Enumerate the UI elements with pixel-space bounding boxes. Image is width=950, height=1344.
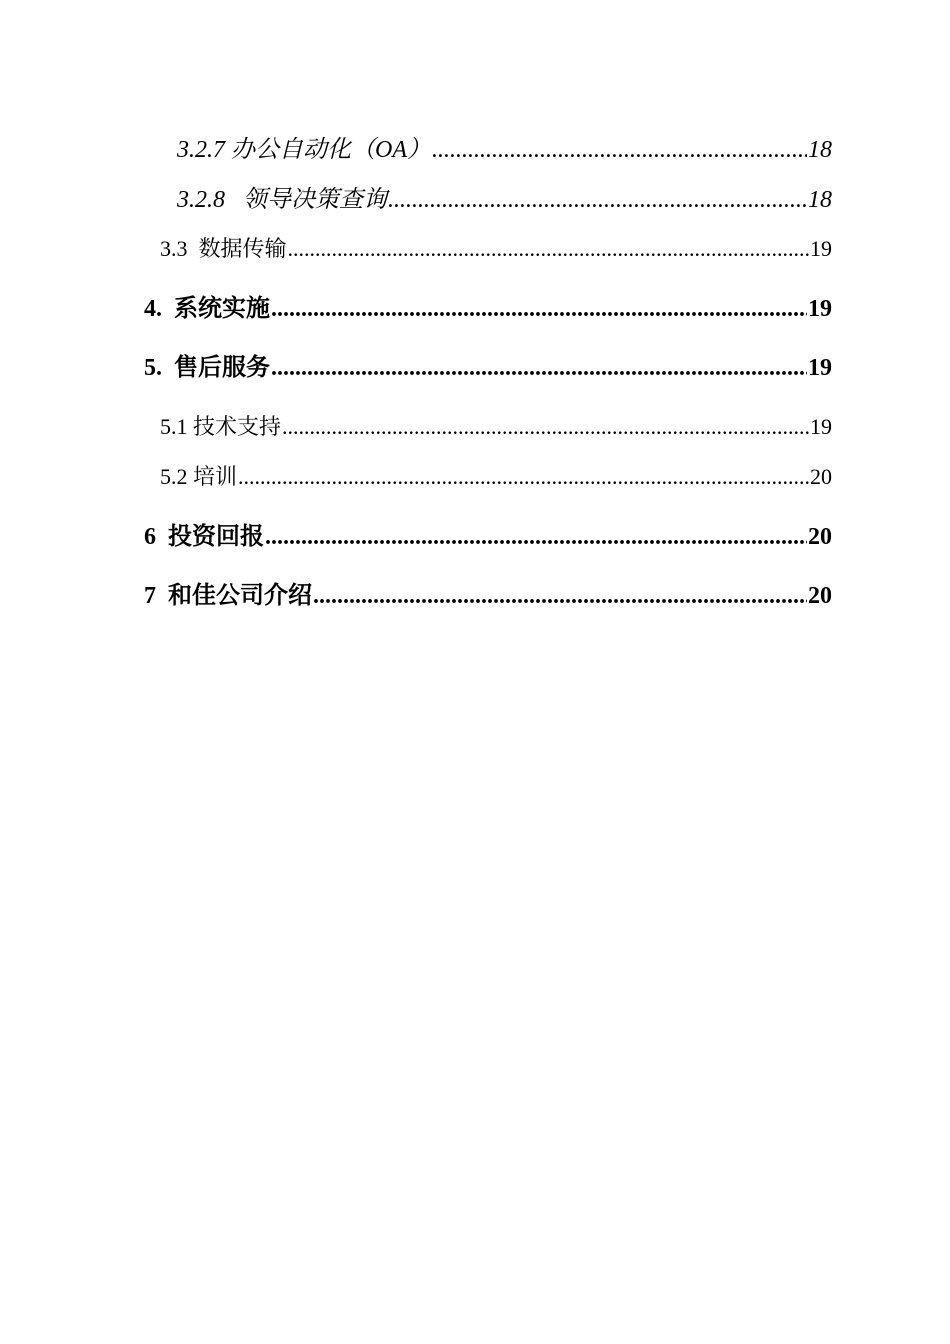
toc-dot-leader — [271, 297, 807, 321]
toc-dot-leader — [432, 138, 807, 162]
toc-dot-leader — [238, 466, 809, 488]
toc-entry-7[interactable] — [144, 584, 832, 608]
toc-entry-label: 3.2.8 领导决策查询 — [177, 187, 387, 213]
toc-entry-label: 3.3 数据传输 — [160, 236, 287, 261]
toc-dot-leader — [388, 188, 807, 212]
toc-entry-label: 5. 售后服务 — [144, 355, 270, 381]
toc-entry-5-1[interactable] — [160, 416, 832, 438]
toc-entry-4[interactable] — [144, 297, 832, 321]
toc-page-number: 19 — [808, 355, 832, 381]
toc-page-number: 19 — [810, 414, 832, 439]
toc-entry-label: 4. 系统实施 — [144, 296, 270, 322]
toc-entry-5[interactable] — [144, 356, 832, 380]
toc-dot-leader — [282, 416, 809, 438]
toc-page-number: 20 — [810, 464, 832, 489]
toc-page-number: 20 — [808, 524, 832, 550]
toc-page-number: 20 — [808, 583, 832, 609]
toc-entry-label: 6 投资回报 — [144, 524, 264, 550]
toc-entry-5-2[interactable] — [160, 466, 832, 488]
toc-page-number: 18 — [808, 137, 832, 163]
toc-page-number: 19 — [808, 296, 832, 322]
toc-entry-3-2-7[interactable] — [177, 138, 832, 162]
toc-dot-leader — [313, 584, 807, 608]
toc-entry-label: 5.2 培训 — [160, 464, 238, 489]
toc-dot-leader — [271, 356, 807, 380]
toc-page-number: 19 — [810, 236, 832, 261]
toc-page-number: 18 — [808, 187, 832, 213]
toc-entry-label: 7 和佳公司介绍 — [144, 583, 312, 609]
toc-entry-6[interactable] — [144, 525, 832, 549]
toc-dot-leader — [265, 525, 807, 549]
toc-entry-label: 5.1 技术支持 — [160, 414, 282, 439]
toc-dot-leader — [288, 238, 809, 260]
toc-entry-3-2-8[interactable] — [177, 188, 832, 212]
toc-entry-3-3[interactable] — [160, 238, 832, 260]
toc-entry-label: 3.2.7 办公自动化（OA） — [177, 137, 431, 163]
